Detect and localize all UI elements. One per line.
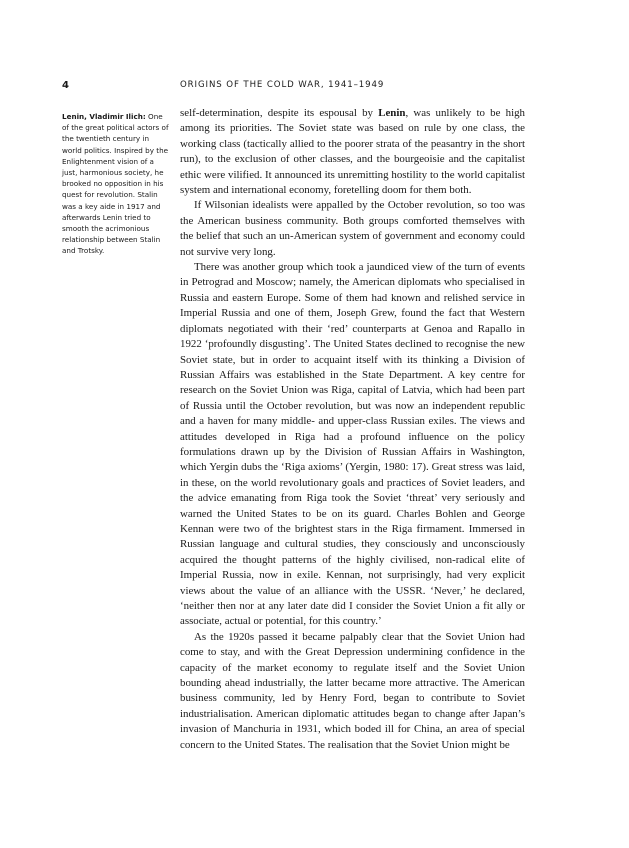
paragraph-2: If Wilsonian idealists were appalled by the October revolution, so too was the American business community. Both groups comforted themselves with the belief that such an un-American system of government and economy could not survive very long. — [180, 199, 525, 258]
paragraph-3: There was another group which took a jaundiced view of the turn of events in Petrograd and Moscow; namely, the American diplomats who specialised in Russia and eastern Europe. Some of them had known and relished service in Imperial Russia and one of them, Joseph Grew, found the fact that Western diplomats negotiated with their ‘red’ counterparts at Genoa and Rapallo in 1922 ‘profoundly disgusting’. The United States declined to recognise the new Soviet state, but in order to acquaint itself with its thinking a Division of Russian Affairs was established in the State Department. A key centre for research on the Soviet Union was Riga, capital of Latvia, which had been part of Russia until the October revolution, but was now an independent republic and a haven for many middle- and upper-class Russian exiles. The views and attitudes developed in Riga had a profound influence on the policy formulations drawn up by the Division of Russian Affairs in Washington, which Yergin dubs the ‘Riga axioms’ (Yergin, 1980: 17). Great stress was laid, in these, on the world revolutionary goals and practices of Soviet leaders, and the advice emanating from Riga took the Soviet ‘threat’ very seriously and warned the United States to be on its guard. Charles Bohlen and George Kennan were two of the brightest stars in the Riga firmament. Immersed in Russian language and cultural studies, they consciously and unconsciously acquired the thought patterns of the highly civilised, non-radical elite of Imperial Russia, now in exile. Kennan, not surprisingly, had very explicit views about the value of an alliance with the USSR. ‘Never,’ he declared, ‘neither then nor at any later date did I consider the Soviet Union a fit ally or associate, actual or potential, for this country.’ — [180, 261, 525, 628]
paragraph-1 — [180, 106, 525, 198]
paragraph-4: As the 1920s passed it became palpably clear that the Soviet Union had come to stay, and with the Great Depression undermining confidence in the capacity of the market economy to regulate itself and the Soviet Union bounding ahead industrially, the latter became more attractive. The American business community, led by Henry Ford, began to contribute to Soviet industrialisation. American diplomatic attitudes began to change after Japan’s invasion of Manchuria in 1931, which boded ill for China, an area of special concern to the United States. The realisation that the Soviet Union might be — [180, 630, 525, 751]
body-text — [180, 106, 525, 753]
paragraph-1-start: self-determination, despite its espousal by — [180, 107, 379, 119]
running-head: ORIGINS OF THE COLD WAR, 1941–1949 — [180, 80, 385, 90]
paragraph-1-rest: , was unlikely to be high among its priorities. The Soviet state was based on rule by one class, the working class (tactically allied to the poorer strata of the peasantry in the short run), to the exclusion of other classes, and the bourgeoisie and the capitalist ethic were vilified. It announced its unremitting hostility to the world capitalist system and international economy, foretelling doom for them both. — [180, 107, 525, 197]
glossary-term: Lenin, Vladimir Ilich: — [62, 112, 146, 121]
margin-glossary-note — [62, 111, 170, 257]
glossary-definition: One of the great political actors of the twentieth century in world politics. Inspired by the Enlightenment vision of a just, harmonious society, he brooked no opposition in his quest for revolution. Stalin was a key aide in 1917 and afterwards Lenin tried to smooth the acrimonious relationship between Stalin and Trotsky. — [62, 112, 169, 256]
page-number: 4 — [62, 80, 69, 91]
bold-term-lenin: Lenin — [378, 107, 406, 119]
